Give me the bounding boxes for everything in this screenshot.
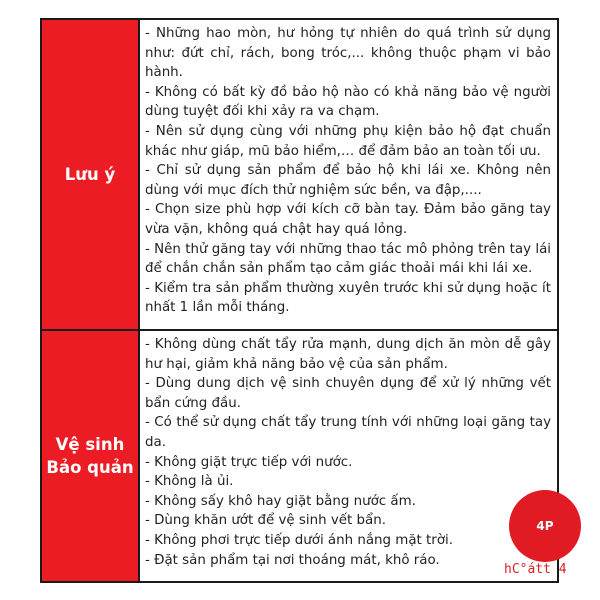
list-item: - Không có bất kỳ đồ bảo hộ nào có khả năng bảo vệ người dùng tuyệt đối khi xảy ra va chạm.	[145, 84, 551, 120]
list-item: - Nên sử dụng cùng với những phụ kiện bảo hộ đạt chuẩn khác như giáp, mũ bảo hiểm,… để đảm bảo an toàn tối ưu.	[145, 123, 551, 159]
list-item: - Không dùng chất tẩy rửa mạnh, dung dịch ăn mòn dễ gây hư hại, giảm khả năng bảo vệ của sản phẩm.	[145, 337, 551, 372]
notes-label: Lưu ý	[64, 165, 116, 184]
care-row	[42, 331, 557, 581]
care-label: Vệ sinh Bảo quản	[46, 435, 134, 477]
notes-row	[42, 20, 557, 331]
list-item: - Dùng dung dịch vệ sinh chuyên dụng để xử lý những vết bẩn cứng đầu.	[145, 376, 551, 411]
watermark-badge-text: 4P	[536, 519, 554, 533]
list-item: - Đặt sản phẩm tại nơi thoáng mát, khô ráo.	[145, 552, 440, 568]
notes-list	[145, 24, 551, 318]
care-label-cell	[42, 331, 140, 581]
list-item: - Không là ủi.	[145, 474, 234, 490]
list-item: - Kiểm tra sản phẩm thường xuyên trước khi sử dụng hoặc ít nhất 1 lần mỗi tháng.	[145, 280, 551, 316]
notes-label-cell	[42, 20, 140, 329]
list-item: - Nên thử găng tay với những thao tác mô phỏng trên tay lái để chắn chắn sản phẩm tạo cảm giác thoải mái khi lái xe.	[145, 241, 551, 277]
notes-content-cell	[140, 20, 557, 329]
care-content-cell	[140, 331, 557, 581]
list-item: - Không phơi trực tiếp dưới ánh nắng mặt trời.	[145, 532, 453, 548]
care-info-table	[40, 18, 559, 583]
list-item: - Chỉ sử dụng sản phẩm để bảo hộ khi lái xe. Không nên dùng với mục đích thử nghiệm sức bền, va đập,....	[145, 163, 551, 198]
care-list	[145, 335, 554, 570]
list-item: - Dùng khăn ướt để vệ sinh vết bẩn.	[145, 513, 386, 529]
watermark-badge	[509, 490, 581, 562]
watermark-caption: hC°átt 4	[504, 562, 567, 577]
list-item: - Những hao mòn, hư hỏng tự nhiên do quá trình sử dụng như: đứt chỉ, rách, bong tróc,... không thuộc phạm vi bảo hành.	[145, 26, 551, 81]
list-item: - Có thể sử dụng chất tẩy trung tính với những loại găng tay da.	[145, 415, 551, 450]
list-item: - Không giặt trực tiếp với nước.	[145, 454, 353, 470]
list-item: - Chọn size phù hợp với kích cỡ bàn tay. Đảm bảo găng tay vừa vặn, không quá chật hay quá lỏng.	[145, 202, 551, 237]
list-item: - Không sấy khô hay giặt bằng nước ấm.	[145, 493, 416, 509]
